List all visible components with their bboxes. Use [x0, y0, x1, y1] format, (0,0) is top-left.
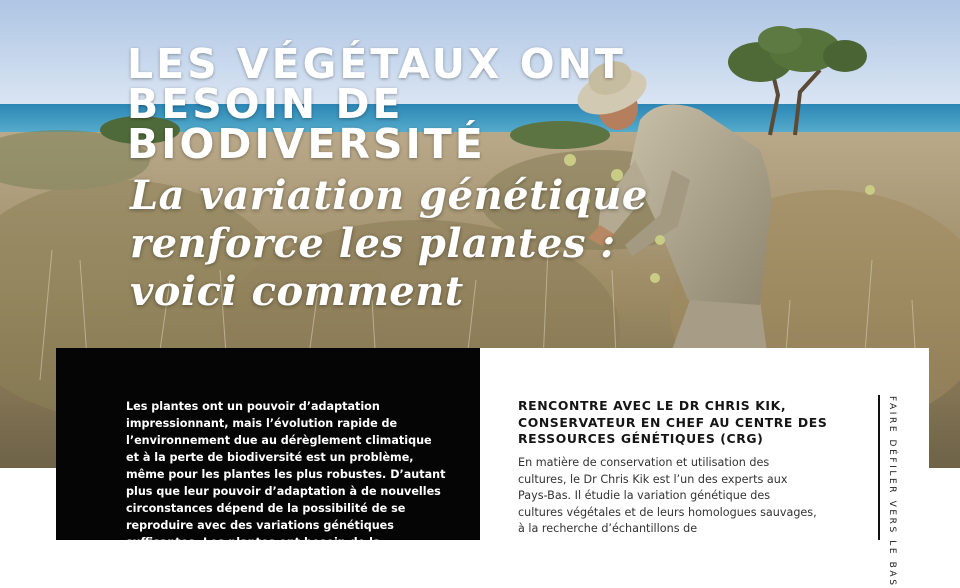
bio-card: [480, 348, 929, 540]
bio-paragraph: En matière de conservation et utilisation des cultures, le Dr Chris Kik est l’un des experts aux Pays-Bas. Il étudie la variation génétique des cultures végétales et de leurs homologues sauvages, à la recherche d’échantillons de: [518, 456, 817, 535]
page-subtitle: La variation génétique renforce les plantes : voici comment: [130, 172, 648, 315]
scroll-down-link[interactable]: FAIRE DÉFILER VERS LE BAS: [887, 396, 897, 588]
scroll-divider: [878, 395, 880, 540]
intro-paragraph: Les plantes ont un pouvoir d’adaptation impressionnant, mais l’évolution rapide de l’environnement due au dérèglement climatique et à la perte de biodiversité est un problème, même pour les plantes les plus robustes. D’autant plus que leur pouvoir d’adaptation à de nouvelles circonstances dépend de la possibilité de se reproduire avec des variations génétiques suffisantes. Les plantes ont besoin de la: [126, 400, 446, 549]
page-title: LES VÉGÉTAUX ONT BESOIN DE BIODIVERSITÉ: [127, 40, 626, 168]
bio-heading: RENCONTRE AVEC LE DR CHRIS KIK, CONSERVATEUR EN CHEF AU CENTRE DES RESSOURCES GÉNÉTIQUES (CRG): [518, 398, 828, 446]
intro-panel: [56, 348, 480, 549]
